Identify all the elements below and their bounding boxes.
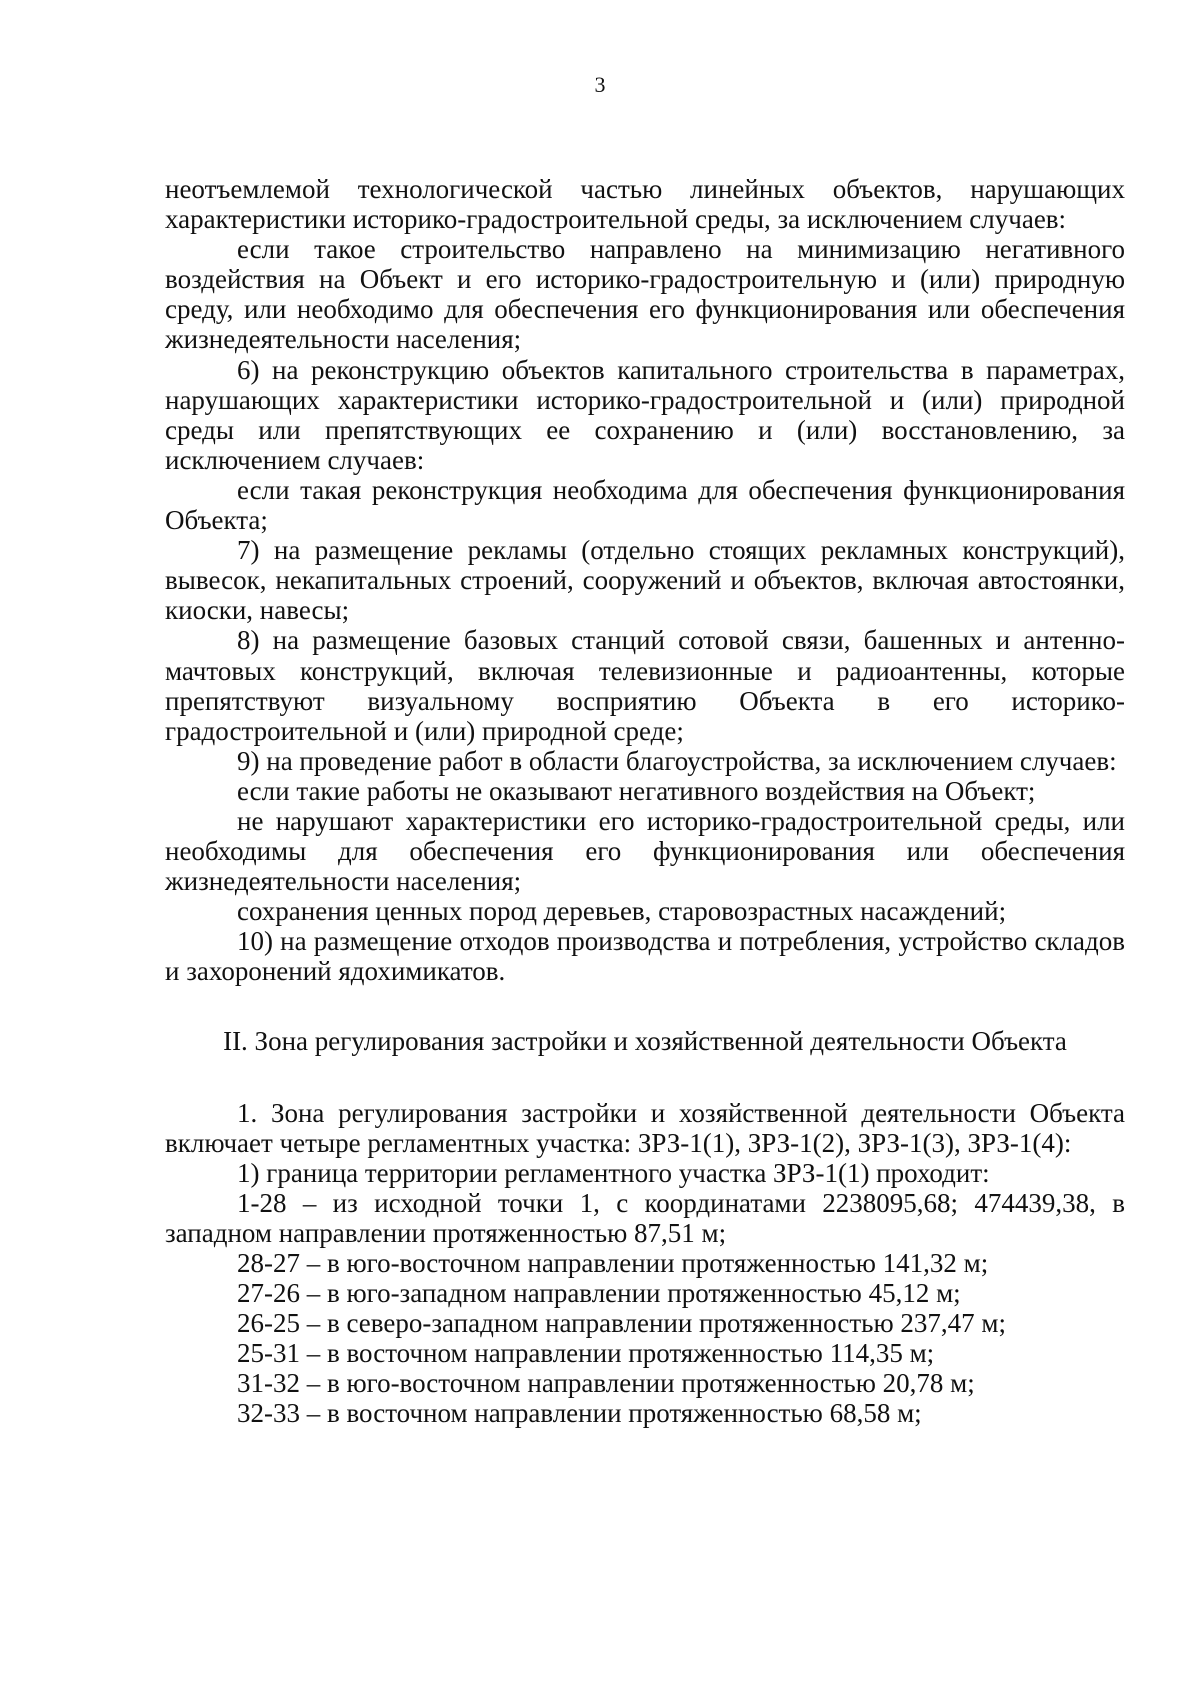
paragraph: 10) на размещение отходов производства и потребления, устройство складов и захоронений ядохимикатов. (165, 926, 1125, 987)
paragraph: 1) граница территории регламентного участка ЗРЗ-1(1) проходит: (237, 1157, 990, 1188)
paragraph: 27-26 – в юго-западном направлении протяженностью 45,12 м; (237, 1278, 961, 1309)
page-number: 3 (594, 72, 606, 97)
document-body (165, 174, 1125, 1429)
paragraph: неотъемлемой технологической частью линейных объектов, нарушающих характеристики историко-градостроительной среды, за исключением случаев: (165, 174, 1125, 235)
paragraph: 32-33 – в восточном направлении протяженностью 68,58 м; (237, 1398, 922, 1429)
section-i-continuation (165, 174, 1125, 987)
paragraph: если такое строительство направлено на минимизацию негативного воздействия на Объект и его историко-градостроительную и (или) природную среду, или необходимо для обеспечения его функционирования или обеспечения жизнедеятельности населения; (165, 234, 1125, 355)
section-ii-body (165, 1098, 1125, 1429)
paragraph: 28-27 – в юго-восточном направлении протяженностью 141,32 м; (237, 1248, 989, 1278)
paragraph: 6) на реконструкцию объектов капитального строительства в параметрах, нарушающих характеристики историко-градостроительной и (или) природной среды или препятствующих ее сохранению и (или) восстановлению, за исключением случаев: (165, 354, 1125, 475)
paragraph: 7) на размещение рекламы (отдельно стоящих рекламных конструкций), вывесок, некапитальных строений, сооружений и объектов, включая автостоянки, киоски, навесы; (165, 535, 1125, 626)
section-heading: II. Зона регулирования застройки и хозяйственной деятельности Объекта (223, 1025, 1067, 1056)
paragraph: 31-32 – в юго-восточном направлении протяженностью 20,78 м; (237, 1368, 975, 1399)
paragraph: если такие работы не оказывают негативного воздействия на Объект; (237, 775, 1036, 806)
paragraph: 1-28 – из исходной точки 1, с координатами 2238095,68; 474439,38, в западном направлении протяженностью 87,51 м; (165, 1187, 1125, 1248)
paragraph: 1. Зона регулирования застройки и хозяйственной деятельности Объекта включает четыре регламентных участка: ЗРЗ-1(1), ЗРЗ-1(2), ЗРЗ-1(3), ЗРЗ-1(4): (165, 1097, 1125, 1158)
paragraph: сохранения ценных пород деревьев, старовозрастных насаждений; (237, 896, 1007, 927)
paragraph: 26-25 – в северо-западном направлении протяженностью 237,47 м; (237, 1308, 1006, 1339)
paragraph: если такая реконструкция необходима для обеспечения функционирования Объекта; (165, 474, 1125, 536)
paragraph: не нарушают характеристики его историко-градостроительной среды, или необходимы для обеспечения его функционирования или обеспечения жизнедеятельности населения; (165, 805, 1125, 897)
paragraph: 8) на размещение базовых станций сотовой связи, башенных и антенно-мачтовых конструкций, включая телевизионные и радиоантенны, которые препятствуют визуальному восприятию Объекта в его историко-градостроительной и (или) природной среде; (165, 625, 1125, 746)
paragraph: 25-31 – в восточном направлении протяженностью 114,35 м; (237, 1338, 935, 1369)
paragraph: 9) на проведение работ в области благоустройства, за исключением случаев: (237, 745, 1117, 776)
